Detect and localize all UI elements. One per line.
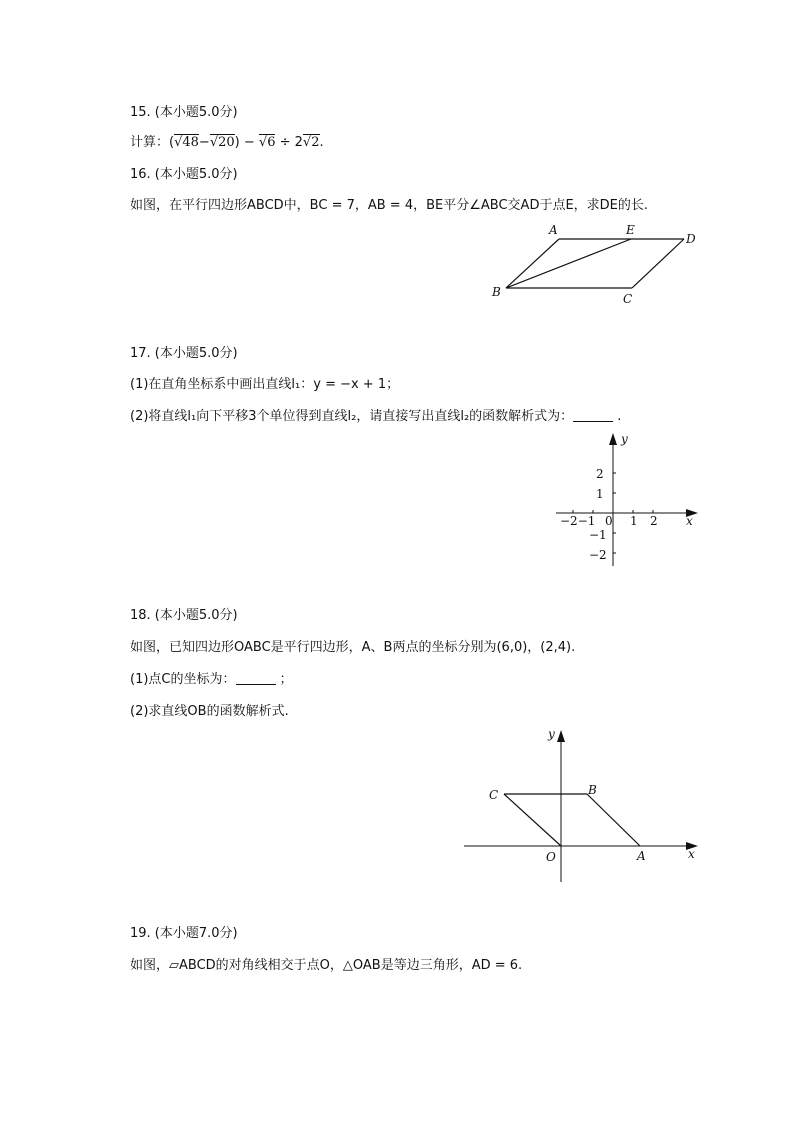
- x-axis-label: x: [688, 847, 695, 861]
- side-co: [504, 794, 561, 846]
- y-axis-arrow-icon: [557, 730, 565, 742]
- label-b: B: [588, 783, 597, 797]
- q15-end: .: [319, 135, 324, 150]
- r6: 6: [267, 135, 276, 150]
- q19-header: 19. (本小题7.0分): [130, 926, 238, 941]
- q18-part1-end: ；: [275, 672, 293, 687]
- q16-text: 如图，在平行四边形ABCD中，BC = 7，AB = 4，BE平分∠ABC交AD于点E，求DE的长.: [130, 198, 649, 213]
- q15-header: 15. (本小题5.0分): [130, 105, 238, 120]
- y-tick-label: −2: [589, 548, 607, 562]
- y-axis-label: y: [621, 432, 628, 446]
- y-tick-label: −1: [589, 528, 607, 542]
- x-tick-labels-negative: −2−1: [560, 514, 596, 528]
- q18-text: 如图，已知四边形OABC是平行四边形，A、B两点的坐标分别为(6,0)，(2,4).: [130, 640, 576, 655]
- y-tick-label: 1: [596, 487, 604, 501]
- label-a: A: [549, 223, 558, 237]
- q16-header: 16. (本小题5.0分): [130, 167, 238, 182]
- y-tick-label: 2: [596, 467, 604, 481]
- label-a: A: [637, 849, 646, 863]
- q17-part1: (1)在直角坐标系中画出直线l₁：y = −x + 1；: [130, 377, 400, 392]
- x-tick-label: 1: [630, 514, 638, 528]
- q17-header: 17. (本小题5.0分): [130, 346, 238, 361]
- parallelogram-oabc: [504, 794, 640, 846]
- x-axis-label: x: [686, 514, 693, 528]
- label-c: C: [489, 788, 499, 802]
- label-e: E: [626, 223, 635, 237]
- label-d: D: [686, 232, 696, 246]
- label-c: C: [623, 292, 633, 306]
- radical-icon: √: [209, 135, 219, 150]
- q15-prefix: 计算：(: [130, 135, 175, 150]
- q18-part1-text: (1)点C的坐标为：: [130, 672, 236, 687]
- radical-icon: √: [302, 135, 312, 150]
- minus: −: [198, 135, 210, 150]
- label-b: B: [492, 285, 501, 299]
- label-o: O: [546, 850, 556, 864]
- q17-part2-text: (2)将直线l₁向下平移3个单位得到直线l₂，请直接写出直线l₂的函数解析式为：: [130, 409, 574, 424]
- r48: 48: [182, 135, 199, 150]
- radical-icon: √: [258, 135, 268, 150]
- origin-label: 0: [605, 514, 613, 528]
- q15-div: ÷ 2: [275, 135, 303, 150]
- r20: 20: [218, 135, 235, 150]
- y-axis-label: y: [548, 727, 555, 741]
- radical-icon: √: [174, 135, 183, 150]
- side-ba: [587, 794, 640, 846]
- r2: 2: [311, 135, 320, 150]
- q19-text: 如图，▱ABCD的对角线相交于点O，△OAB是等边三角形，AD = 6.: [130, 958, 523, 973]
- q18-header: 18. (本小题5.0分): [130, 608, 238, 623]
- q15-mid: ) −: [234, 135, 259, 150]
- q18-part2: (2)求直线OB的函数解析式.: [130, 704, 289, 719]
- x-tick-label: 2: [650, 514, 658, 528]
- q17-part2-end: .: [613, 409, 622, 424]
